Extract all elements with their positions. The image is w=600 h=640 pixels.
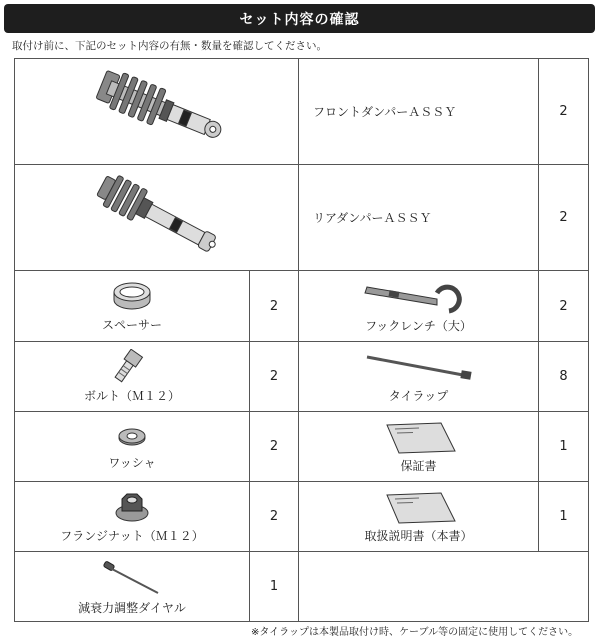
washer-icon	[107, 422, 157, 452]
damping-dial-label: 減衰力調整ダイヤル	[78, 601, 186, 615]
bolt-cell	[15, 342, 250, 412]
damping-dial-icon	[92, 557, 172, 597]
warranty-label: 保証書	[400, 459, 437, 473]
flange-nut-qty: 2	[250, 482, 299, 552]
rear-damper-image-cell	[15, 165, 299, 271]
spacer-icon	[107, 280, 157, 314]
section-title: セット内容の確認	[4, 4, 595, 33]
front-damper-name: フロントダンパーＡＳＳＹ	[299, 59, 539, 165]
tie-wrap-qty: 8	[539, 342, 589, 412]
hook-wrench-icon	[359, 279, 479, 315]
rear-damper-icon	[82, 168, 232, 264]
hook-wrench-label: フックレンチ（大）	[365, 318, 472, 333]
tie-wrap-cell	[299, 342, 539, 412]
damping-dial-qty: 1	[250, 552, 299, 622]
table-row	[15, 552, 589, 622]
table-row	[15, 165, 589, 271]
warranty-cell	[299, 412, 539, 482]
manual-cell	[299, 482, 539, 552]
manual-label: 取扱説明書（本書）	[364, 529, 473, 543]
manual-icon	[379, 489, 459, 525]
table-row	[15, 342, 589, 412]
manual-qty: 1	[539, 482, 589, 552]
intro-text: 取付け前に、下記のセット内容の有無・数量を確認してください。	[12, 40, 327, 52]
table-row	[15, 412, 589, 482]
washer-label: ワッシャ	[108, 456, 156, 470]
bolt-qty: 2	[250, 342, 299, 412]
tie-wrap-label: タイラップ	[388, 389, 449, 403]
hook-wrench-qty: 2	[539, 271, 589, 342]
flange-nut-icon	[107, 489, 157, 525]
empty-cell	[299, 552, 589, 622]
washer-cell	[15, 412, 250, 482]
spacer-qty: 2	[250, 271, 299, 342]
rear-damper-name: リアダンパーＡＳＳＹ	[299, 165, 539, 271]
bolt-label: ボルト（Ｍ１２）	[83, 389, 180, 403]
damping-dial-cell	[15, 552, 250, 622]
tie-wrap-icon	[359, 349, 479, 385]
table-row	[15, 482, 589, 552]
front-damper-image-cell	[15, 59, 299, 165]
spacer-cell	[15, 271, 250, 342]
hook-wrench-cell	[299, 271, 539, 342]
spacer-label: スペーサー	[101, 317, 162, 332]
bolt-icon	[107, 349, 157, 385]
washer-qty: 2	[250, 412, 299, 482]
footnote: ※タイラップは本製品取付け時、ケーブル等の固定に使用してください。	[251, 627, 579, 638]
front-damper-icon	[82, 62, 232, 158]
flange-nut-label: フランジナット（Ｍ１２）	[60, 529, 204, 543]
table-row	[15, 271, 589, 342]
kit-contents-table	[14, 58, 589, 622]
front-damper-qty: 2	[539, 59, 589, 165]
flange-nut-cell	[15, 482, 250, 552]
table-row	[15, 59, 589, 165]
rear-damper-qty: 2	[539, 165, 589, 271]
warranty-card-icon	[379, 419, 459, 455]
warranty-qty: 1	[539, 412, 589, 482]
